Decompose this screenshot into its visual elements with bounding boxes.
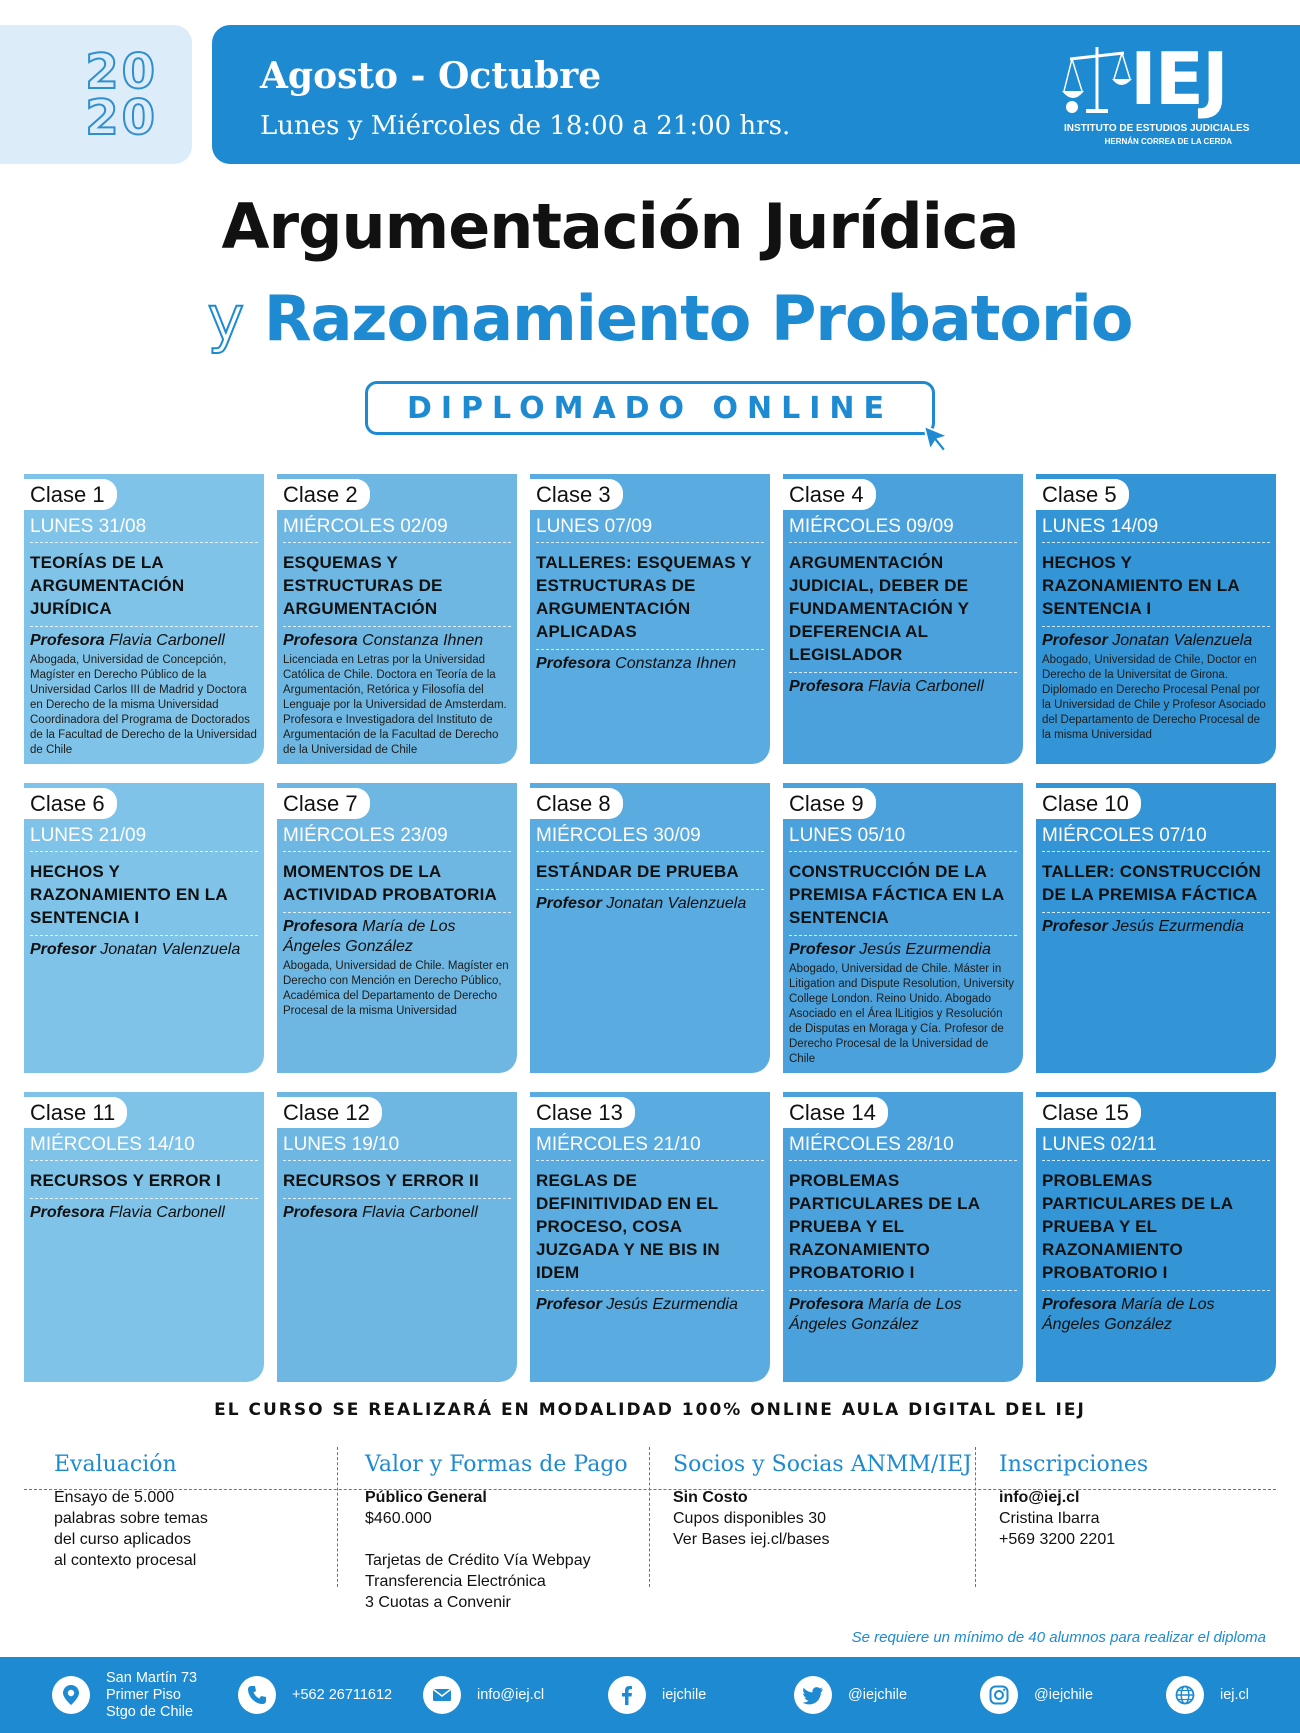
class-number-tab: Clase 13 [530, 1097, 635, 1128]
class-tab-wrap [277, 783, 517, 819]
class-date: MIÉRCOLES 14/10 [30, 1134, 258, 1161]
class-teacher [30, 940, 258, 960]
footer-address [52, 1657, 197, 1733]
evaluacion-block [54, 1452, 324, 1571]
logo-letters: IEJ [1130, 37, 1227, 121]
class-date: LUNES 07/09 [536, 516, 764, 543]
class-title: PROBLEMAS PARTICULARES DE LA PRUEBA Y EL RAZONAMIENTO PROBATORIO I [1042, 1171, 1233, 1282]
footer-phone[interactable] [238, 1657, 392, 1733]
footer-facebook[interactable] [608, 1657, 706, 1733]
teacher-name: Jonatan Valenzuela [606, 895, 747, 912]
info-line: Transferencia Electrónica [365, 1573, 546, 1590]
teacher-role: Profesora [789, 1296, 864, 1313]
footer-bar [0, 1657, 1300, 1733]
teacher-role: Profesor [789, 941, 855, 958]
year-bottom: 20 [85, 89, 158, 146]
class-date: MIÉRCOLES 21/10 [536, 1134, 764, 1161]
teacher-name: Constanza Ihnen [615, 655, 737, 672]
teacher-name: María de Los Ángeles González [1042, 1296, 1215, 1333]
online-notice: EL CURSO SE REALIZARÁ EN MODALIDAD 100% ONLINE AULA DIGITAL DEL IEJ [214, 1400, 1086, 1420]
info-line: +569 3200 2201 [999, 1531, 1116, 1548]
class-title: RECURSOS Y ERROR I [30, 1171, 221, 1190]
class-card [24, 1092, 264, 1382]
divider [1042, 626, 1270, 627]
teacher-role: Profesora [283, 632, 358, 649]
class-teacher [283, 1203, 511, 1223]
class-teacher [789, 1295, 1017, 1335]
divider [789, 1290, 1017, 1291]
class-tab-wrap [1036, 474, 1276, 510]
valor-bold: Público General [365, 1489, 487, 1506]
divider [30, 1198, 258, 1199]
class-teacher [536, 1295, 764, 1315]
info-line: Ver Bases iej.cl/bases [673, 1531, 830, 1548]
class-date: MIÉRCOLES 23/09 [283, 825, 511, 852]
divider [283, 912, 511, 913]
teacher-role: Profesora [789, 678, 864, 695]
class-card [530, 1092, 770, 1382]
teacher-bio: Abogado, Universidad de Chile. Máster in Litigation and Dispute Resolution, University College London. Reino Unido. Abogado Asociado en el Área lLitigios y Resolución de Disputas en Moraga y Cía. Profesor de Derecho Procesal de la Universidad de Chile [789, 963, 1015, 1065]
teacher-role: Profesor [30, 941, 96, 958]
footer-instagram[interactable] [980, 1657, 1093, 1733]
class-number-tab: Clase 15 [1036, 1097, 1141, 1128]
divider [789, 672, 1017, 673]
class-date: LUNES 31/08 [30, 516, 258, 543]
inscripciones-lines [999, 1508, 1269, 1550]
logo-subname: HERNÁN CORREA DE LA CERDA [1104, 137, 1232, 146]
class-teacher [1042, 631, 1270, 651]
divider [1042, 1290, 1270, 1291]
class-title: TALLERES: ESQUEMAS Y ESTRUCTURAS DE ARGUMENTACIÓN APLICADAS [536, 553, 752, 641]
evaluacion-body [54, 1487, 324, 1571]
class-title: REGLAS DE DEFINITIVIDAD EN EL PROCESO, COSA JUZGADA Y NE BIS IN IDEM [536, 1171, 720, 1282]
footer-facebook-text: iejchile [662, 1686, 707, 1703]
inscripciones-heading: Inscripciones [999, 1452, 1149, 1477]
teacher-name: Jonatan Valenzuela [1112, 632, 1253, 649]
class-number-tab: Clase 3 [530, 479, 623, 510]
info-line: Ensayo de 5.000 [54, 1489, 175, 1506]
divider [536, 649, 764, 650]
socios-heading: Socios y Socias ANMM/IEJ [673, 1452, 972, 1477]
class-date: LUNES 14/09 [1042, 516, 1270, 543]
info-separator [649, 1447, 650, 1587]
class-teacher [1042, 917, 1270, 937]
class-date: MIÉRCOLES 28/10 [789, 1134, 1017, 1161]
class-teacher [30, 631, 258, 651]
footer-web[interactable] [1166, 1657, 1249, 1733]
phone-icon [238, 1676, 276, 1714]
class-card [277, 1092, 517, 1382]
footer-web-text: iej.cl [1220, 1686, 1250, 1703]
year-box [0, 25, 192, 164]
class-grid [24, 474, 1276, 1382]
class-teacher [536, 654, 764, 674]
class-number-tab: Clase 6 [24, 788, 117, 819]
class-tab-wrap [530, 474, 770, 510]
class-card [277, 783, 517, 1073]
class-tab-wrap [530, 1092, 770, 1128]
mail-icon [423, 1676, 461, 1714]
class-card [783, 783, 1023, 1073]
class-number-tab: Clase 11 [24, 1097, 127, 1128]
teacher-role: Profesora [283, 918, 358, 935]
inscripciones-block [999, 1452, 1269, 1550]
header-band [212, 25, 1300, 164]
location-icon [52, 1676, 90, 1714]
teacher-name: Jesús Ezurmendia [1112, 918, 1244, 935]
info-line: Cristina Ibarra [999, 1510, 1100, 1527]
diplomado-badge: DIPLOMADO ONLINE [365, 381, 935, 435]
class-title: CONSTRUCCIÓN DE LA PREMISA FÁCTICA EN LA SENTENCIA [789, 862, 1004, 927]
socios-lines [673, 1508, 973, 1550]
class-card [24, 474, 264, 764]
info-line: $460.000 [365, 1510, 432, 1527]
footer-twitter[interactable] [794, 1657, 907, 1733]
class-tab-wrap [24, 474, 264, 510]
class-card [277, 474, 517, 764]
teacher-role: Profesor [536, 1296, 602, 1313]
divider [30, 626, 258, 627]
teacher-name: Constanza Ihnen [362, 632, 484, 649]
evaluacion-heading: Evaluación [54, 1452, 177, 1477]
title-line-2 [0, 282, 1300, 355]
class-card [24, 783, 264, 1073]
divider [536, 889, 764, 890]
socios-body [673, 1487, 973, 1550]
class-card [1036, 474, 1276, 764]
class-tab-wrap [277, 474, 517, 510]
class-teacher [536, 894, 764, 914]
globe-icon [1166, 1676, 1204, 1714]
class-tab-wrap [24, 1092, 264, 1128]
class-title: ESQUEMAS Y ESTRUCTURAS DE ARGUMENTACIÓN [283, 553, 443, 618]
year-top: 20 [85, 43, 158, 100]
valor-block [365, 1452, 645, 1613]
class-title: ARGUMENTACIÓN JUDICIAL, DEBER DE FUNDAMENTACIÓN Y DEFERENCIA AL LEGISLADOR [789, 553, 969, 664]
class-tab-wrap [783, 1092, 1023, 1128]
divider [536, 1290, 764, 1291]
class-date: MIÉRCOLES 02/09 [283, 516, 511, 543]
divider [789, 935, 1017, 936]
teacher-bio: Licenciada en Letras por la Universidad Católica de Chile. Doctora en Teoría de la Argumentación, Retórica y Filosofía del Lenguaje por la Universidad de Amsterdam. Profesora e Investigadora del Instituto de Argumentación de la Facultad de Derecho de la Universidad de Chile [283, 654, 507, 756]
valor-lines [365, 1508, 645, 1613]
info-line: al contexto procesal [54, 1552, 197, 1569]
teacher-name: Flavia Carbonell [362, 1204, 478, 1221]
class-title: PROBLEMAS PARTICULARES DE LA PRUEBA Y EL RAZONAMIENTO PROBATORIO I [789, 1171, 980, 1282]
class-tab-wrap [530, 783, 770, 819]
logo-name: INSTITUTO DE ESTUDIOS JUDICIALES [1064, 123, 1250, 134]
class-tab-wrap [1036, 1092, 1276, 1128]
class-teacher [283, 917, 511, 957]
header-dates: Agosto - Octubre [260, 55, 602, 97]
class-tab-wrap [277, 1092, 517, 1128]
instagram-icon [980, 1676, 1018, 1714]
teacher-name: Flavia Carbonell [109, 632, 225, 649]
class-date: LUNES 21/09 [30, 825, 258, 852]
teacher-role: Profesora [30, 1204, 105, 1221]
class-date: LUNES 19/10 [283, 1134, 511, 1161]
footer-instagram-text: @iejchile [1034, 1686, 1094, 1703]
class-title: TEORÍAS DE LA ARGUMENTACIÓN JURÍDICA [30, 553, 185, 618]
class-number-tab: Clase 9 [783, 788, 876, 819]
teacher-name: Jonatan Valenzuela [100, 941, 241, 958]
teacher-bio: Abogada, Universidad de Concepción, Magíster en Derecho Público de la Universidad Carlos III de Madrid y Doctora en Derecho de la misma Universidad Coordinadora del Programa de Doctorados de la Facultad de Derecho de la Universidad de Chile [30, 654, 257, 756]
scales-of-justice-icon [1062, 39, 1132, 119]
teacher-name: María de Los Ángeles González [283, 918, 456, 955]
class-card [530, 474, 770, 764]
inscripciones-email[interactable]: info@iej.cl [999, 1489, 1080, 1506]
class-card [783, 474, 1023, 764]
title-y: y [207, 282, 244, 355]
class-title: ESTÁNDAR DE PRUEBA [536, 862, 739, 881]
class-tab-wrap [783, 474, 1023, 510]
teacher-name: María de Los Ángeles González [789, 1296, 962, 1333]
socios-block [673, 1452, 973, 1550]
class-number-tab: Clase 12 [277, 1097, 382, 1128]
class-title: HECHOS Y RAZONAMIENTO EN LA SENTENCIA I [30, 862, 228, 927]
class-teacher [789, 940, 1017, 960]
requirement-note: Se requiere un mínimo de 40 alumnos para realizar el diploma [851, 1629, 1266, 1646]
class-teacher [283, 631, 511, 651]
valor-heading: Valor y Formas de Pago [365, 1452, 628, 1477]
class-number-tab: Clase 4 [783, 479, 876, 510]
divider [283, 1198, 511, 1199]
class-card [1036, 783, 1276, 1073]
footer-twitter-text: @iejchile [848, 1686, 908, 1703]
teacher-role: Profesora [283, 1204, 358, 1221]
title-line-2-text: Razonamiento Probatorio [263, 282, 1133, 355]
teacher-bio: Abogada, Universidad de Chile. Magíster en Derecho con Mención en Derecho Público, Académica del Departamento de Derecho Procesal de la misma Universidad [283, 960, 509, 1017]
valor-body [365, 1487, 645, 1613]
class-date: LUNES 05/10 [789, 825, 1017, 852]
class-date: MIÉRCOLES 30/09 [536, 825, 764, 852]
teacher-role: Profesor [1042, 918, 1108, 935]
class-number-tab: Clase 7 [277, 788, 370, 819]
class-card [783, 1092, 1023, 1382]
class-title: RECURSOS Y ERROR II [283, 1171, 479, 1190]
facebook-icon [608, 1676, 646, 1714]
class-tab-wrap [783, 783, 1023, 819]
class-title: HECHOS Y RAZONAMIENTO EN LA SENTENCIA I [1042, 553, 1240, 618]
header-schedule: Lunes y Miércoles de 18:00 a 21:00 hrs. [260, 111, 791, 141]
divider [283, 626, 511, 627]
info-separator [337, 1447, 338, 1587]
info-line: Tarjetas de Crédito Vía Webpay [365, 1552, 591, 1569]
teacher-name: Flavia Carbonell [868, 678, 984, 695]
class-number-tab: Clase 14 [783, 1097, 888, 1128]
info-line: del curso aplicados [54, 1531, 191, 1548]
teacher-name: Flavia Carbonell [109, 1204, 225, 1221]
class-tab-wrap [1036, 783, 1276, 819]
teacher-name: Jesús Ezurmendia [606, 1296, 738, 1313]
teacher-role: Profesora [536, 655, 611, 672]
footer-address-text: San Martín 73 Primer Piso Stgo de Chile [106, 1669, 198, 1720]
info-line [365, 1529, 645, 1550]
teacher-name: Jesús Ezurmendia [859, 941, 991, 958]
footer-email-text: info@iej.cl [477, 1686, 545, 1703]
divider [30, 935, 258, 936]
teacher-role: Profesor [1042, 632, 1108, 649]
iej-logo [1062, 37, 1250, 157]
class-number-tab: Clase 10 [1036, 788, 1141, 819]
teacher-bio: Abogado, Universidad de Chile, Doctor en Derecho de la Universitat de Girona. Diplomado en Derecho Procesal Penal por la Universidad de Chile y Profesor Asociado del Departamento de Derecho Procesal de la misma Universidad [1042, 654, 1266, 741]
class-date: LUNES 02/11 [1042, 1134, 1270, 1161]
class-tab-wrap [24, 783, 264, 819]
info-separator [975, 1447, 976, 1587]
info-line: Cupos disponibles 30 [673, 1510, 826, 1527]
class-teacher [789, 677, 1017, 697]
twitter-icon [794, 1676, 832, 1714]
info-line: 3 Cuotas a Convenir [365, 1594, 511, 1611]
teacher-role: Profesor [536, 895, 602, 912]
class-title: TALLER: CONSTRUCCIÓN DE LA PREMISA FÁCTICA [1042, 862, 1261, 904]
cursor-arrow-icon [922, 424, 952, 454]
class-card [1036, 1092, 1276, 1382]
teacher-role: Profesora [30, 632, 105, 649]
teacher-role: Profesora [1042, 1296, 1117, 1313]
class-number-tab: Clase 5 [1036, 479, 1129, 510]
class-date: MIÉRCOLES 09/09 [789, 516, 1017, 543]
inscripciones-body [999, 1487, 1269, 1550]
class-card [530, 783, 770, 1073]
class-teacher [30, 1203, 258, 1223]
divider [1042, 912, 1270, 913]
info-line: palabras sobre temas [54, 1510, 208, 1527]
class-title: MOMENTOS DE LA ACTIVIDAD PROBATORIA [283, 862, 497, 904]
class-date: MIÉRCOLES 07/10 [1042, 825, 1270, 852]
class-number-tab: Clase 2 [277, 479, 370, 510]
footer-phone-text: +562 26711612 [292, 1686, 393, 1703]
class-teacher [1042, 1295, 1270, 1335]
socios-bold: Sin Costo [673, 1489, 748, 1506]
class-number-tab: Clase 1 [24, 479, 117, 510]
class-number-tab: Clase 8 [530, 788, 623, 819]
title-line-1: Argumentación Jurídica [221, 190, 1019, 263]
footer-email[interactable] [423, 1657, 544, 1733]
